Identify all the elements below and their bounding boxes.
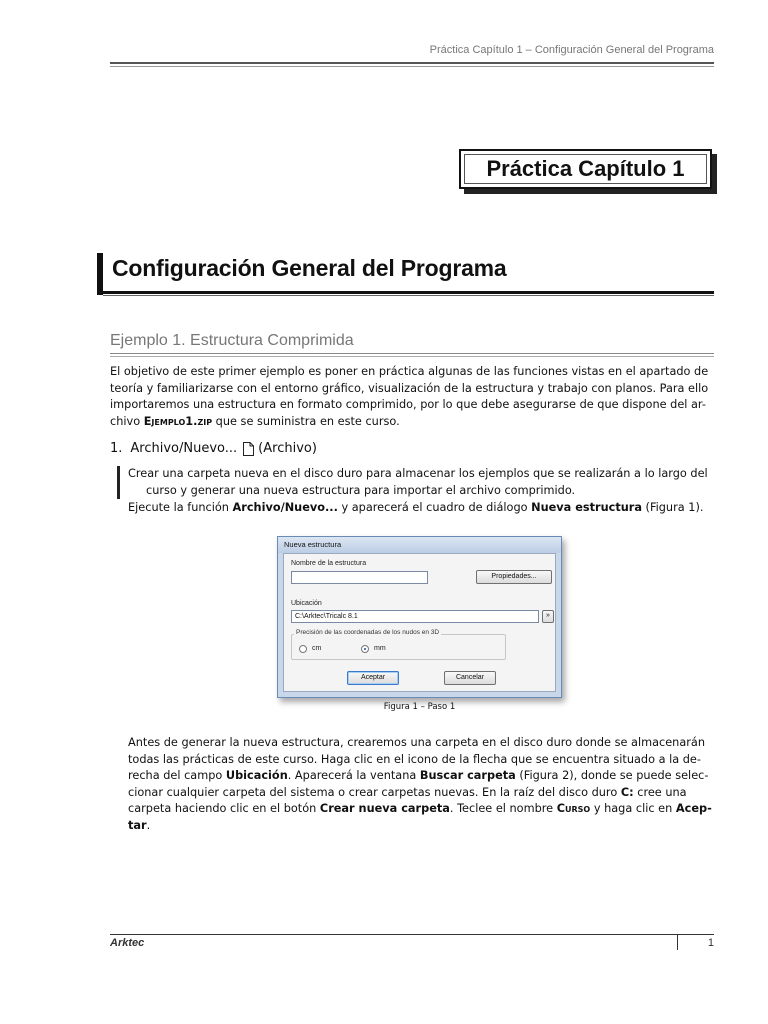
example-title: Ejemplo 1. Estructura Comprimida bbox=[110, 332, 354, 349]
intro-line: chivo Ejemplo1.zip que se suministra en este curso. bbox=[110, 414, 400, 428]
page-number: 1 bbox=[707, 937, 714, 949]
header-rule-thin bbox=[110, 66, 714, 67]
example-rule bbox=[110, 353, 714, 354]
body-line: tar. bbox=[128, 818, 151, 832]
figure-caption: Figura 1 – Paso 1 bbox=[383, 702, 456, 712]
note-line: Crear una carpeta nueva en el disco duro para almacenar los ejemplos que se realizarán a lo largo del bbox=[128, 467, 708, 480]
browse-arrow-button[interactable]: » bbox=[542, 610, 554, 623]
accept-button[interactable]: Aceptar bbox=[347, 671, 399, 685]
footer-divider bbox=[677, 934, 678, 950]
body-line: cionar cualquier carpeta del sistema o crear carpetas nuevas. En la raíz del disco duro C: cree una bbox=[128, 785, 687, 799]
radio-mm[interactable] bbox=[361, 645, 369, 653]
section-rule bbox=[97, 291, 714, 294]
step-label: Archivo/Nuevo... bbox=[130, 441, 238, 456]
option-cm-label: cm bbox=[312, 645, 322, 652]
new-document-icon bbox=[243, 442, 254, 456]
body-line: todas las prácticas de este curso. Haga clic en el icono de la flecha que se encuentra situado a la de- bbox=[128, 752, 701, 766]
option-mm-label: mm bbox=[374, 645, 386, 652]
dialog-client bbox=[283, 553, 556, 692]
footer-brand: Arktec bbox=[110, 937, 145, 949]
cancel-button[interactable]: Cancelar bbox=[444, 671, 496, 685]
body-line: carpeta haciendo clic en el botón Crear nueva carpeta. Teclee el nombre Curso y haga clic en Acep- bbox=[128, 802, 712, 815]
precision-label: Precisión de las coordenadas de los nudos en 3D bbox=[296, 629, 440, 636]
step-number: 1. bbox=[110, 441, 123, 456]
chapter-box bbox=[459, 149, 712, 189]
chapter-label: Práctica Capítulo 1 bbox=[464, 154, 707, 184]
precision-group bbox=[291, 634, 506, 660]
step-heading bbox=[110, 441, 317, 456]
header-rule bbox=[110, 62, 714, 64]
body-line: recha del campo Ubicación. Aparecerá la ventana Buscar carpeta (Figura 2), donde se puede selec- bbox=[128, 769, 709, 782]
location-input[interactable]: C:\Arktec\Tricalc 8.1 bbox=[291, 610, 539, 623]
note-bar bbox=[117, 466, 120, 499]
running-header: Práctica Capítulo 1 – Configuración General del Programa bbox=[429, 44, 714, 56]
name-label: Nombre de la estructura bbox=[291, 560, 367, 567]
step-suffix: (Archivo) bbox=[258, 441, 317, 456]
note-line: curso y generar una nueva estructura para importar el archivo comprimido. bbox=[146, 483, 576, 497]
section-rule-thin bbox=[103, 295, 714, 296]
body-line: Antes de generar la nueva estructura, crearemos una carpeta en el disco duro donde se almacenarán bbox=[128, 736, 705, 749]
instruction-line: Ejecute la función Archivo/Nuevo... y aparecerá el cuadro de diálogo Nueva estructura (Figura 1). bbox=[128, 501, 704, 514]
intro-line: teoría y familiarizarse con el entorno gráfico, visualización de la estructura y trabajo con planos. Para ello bbox=[110, 381, 709, 395]
radio-cm[interactable] bbox=[299, 645, 307, 653]
section-title: Configuración General del Programa bbox=[112, 255, 507, 281]
note-paragraph bbox=[128, 466, 714, 499]
name-input[interactable] bbox=[291, 571, 428, 584]
body-paragraph bbox=[128, 735, 714, 834]
intro-paragraph bbox=[110, 364, 714, 430]
properties-button[interactable]: Propiedades... bbox=[476, 570, 552, 584]
section-bar bbox=[97, 253, 103, 295]
location-label: Ubicación bbox=[291, 600, 322, 607]
example-rule-thin bbox=[110, 356, 714, 357]
footer-rule bbox=[110, 934, 714, 935]
new-structure-dialog bbox=[277, 536, 562, 698]
dialog-title: Nueva estructura bbox=[278, 537, 561, 553]
intro-line: importaremos una estructura en formato comprimido, por lo que debe asegurarse de que dispone del ar- bbox=[110, 398, 706, 411]
intro-line: El objetivo de este primer ejemplo es poner en práctica algunas de las funciones vistas en el apartado de bbox=[110, 365, 709, 378]
file-name: Ejemplo1.zip bbox=[143, 414, 213, 428]
